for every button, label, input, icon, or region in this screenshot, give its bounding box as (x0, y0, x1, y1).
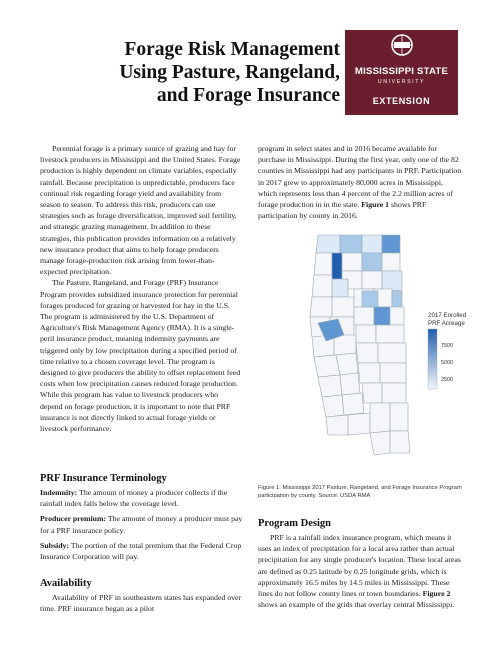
term-subsidy (40, 540, 245, 562)
term-text: The amount of money a producer must pay for a PRF insurance policy. (40, 514, 243, 535)
figure-reference: Figure 1 (361, 200, 390, 210)
legend-title: 2017 Enrolled (428, 312, 467, 319)
term-indemnity (40, 487, 245, 509)
term-text: The portion of the total premium that the Federal Crop Insurance Corporation will pay. (40, 540, 242, 562)
county (332, 279, 348, 297)
logo-university: UNIVERSITY (377, 79, 426, 85)
county (326, 415, 348, 435)
county (370, 403, 390, 433)
county (340, 373, 360, 395)
county (362, 271, 382, 289)
county (314, 355, 340, 377)
prf-program-paragraph: The Pasture, Rangeland, and Forage (PRF) Insurance Program provides subsidized insurance protection for perennial forages produced for grazing or harvested for hay in the U.S. The program is administered by the U.S. Department of Agriculture's Risk Management Agency (RMA). It is a single-peril insurance product, meaning indemnity payments are triggered only by low precipitation during a specified period of time relative to a chosen coverage level. The program is designed to give producers the ability to offset replacement feed costs when low precipitation causes reduced forage production. While this program has value to livestock producers who depend on forage production, it is important to note that PRF insurance is not directly linked to actual forage yields or livestock performance. (40, 278, 241, 434)
county (382, 383, 406, 403)
figure-1-caption: Figure 1. Mississippi 2017 Pasture, Rangeland, and Forage Insurance Program participation by county. Source: USDA RMA (258, 485, 462, 499)
availability-continued-paragraph (258, 143, 463, 221)
county (316, 235, 340, 253)
paragraph-text: program in select states and in 2016 became available for purchase in Mississippi. During the first year, only one of the 82 counties in Mississippi had any participants in PRF. Participation in 2017 grew to approximately 80,000 acres in Mississippi, which represents less than 4 percent of the 2.2 million acres of forage production in in the state. (258, 144, 462, 210)
intro-column (40, 143, 242, 434)
county (380, 363, 406, 383)
legend-colorbar (428, 329, 437, 389)
county (390, 307, 404, 325)
county (362, 235, 382, 253)
county (370, 431, 390, 455)
county (322, 395, 344, 417)
county (332, 253, 342, 279)
term-label: Producer premium: (40, 514, 107, 524)
county (362, 383, 382, 403)
legend-title: PRF Acreage (428, 320, 465, 327)
county (390, 431, 410, 453)
availability-continued (258, 143, 463, 221)
county-highlight (362, 291, 378, 307)
logo-name: MISSISSIPPI STATE (354, 66, 449, 77)
county (318, 375, 342, 397)
title-line: Using Pasture, Rangeland, (119, 62, 340, 83)
term-text: The amount of money a producer collects if the rainfall index falls below the coverage level. (40, 488, 228, 509)
county (340, 235, 362, 253)
county (356, 325, 376, 343)
county (382, 271, 402, 291)
county (382, 235, 400, 253)
county (310, 297, 332, 317)
availability-heading: Availability (40, 578, 92, 589)
county (312, 275, 332, 297)
legend-tick: 2500 (441, 377, 453, 383)
county (342, 393, 364, 415)
term-label: Indemnity: (40, 488, 78, 497)
county (390, 403, 408, 431)
title-line: and Forage Insurance (156, 85, 340, 106)
legend-tick: 5000 (441, 360, 453, 366)
county (374, 307, 390, 325)
paragraph-text: PRF is a rainfall index insurance program, which means it uses an index of precipitation for a local area rather than actual precipitation for any single producer's location. These local areas are defined as 0.25 latitude by 0.25 longitude grids, which is approximately 16.5 miles by 14.5 miles in Mississippi. These lines do not follow county lines or town boundaries. (258, 533, 461, 599)
terminology-heading: PRF Insurance Terminology (40, 473, 167, 484)
page-title (40, 38, 340, 107)
program-design-paragraph (258, 532, 463, 610)
paragraph-text: shows an example of the grids that overlay central Mississippi. (258, 600, 455, 610)
figure-reference: Figure 2 (422, 589, 451, 599)
program-design-section (258, 532, 463, 610)
term-producer-premium (40, 513, 245, 535)
county (342, 253, 362, 271)
intro-paragraph: Perennial forage is a primary source of grazing and hay for livestock producers in Mississippi and the United States. Forage production is highly dependent on climate variables, especially rainfall. Because precipitation is unpredictable, producers face continual risk regarding forage yield and availability from season to season. To address this risk, producers can use strategies such as forage diversification, improved soil fertility, and strategic grazing management. In addition to these strategies, this publication provides information on a relatively new insurance product that aims to help forage producers manage forage-production risk arising from lower-than-expected precipitation. (40, 144, 241, 277)
county (334, 335, 356, 355)
county (354, 307, 374, 325)
county (358, 363, 380, 383)
term-label: Subsidy: (40, 540, 70, 550)
county (376, 325, 404, 343)
mississippi-county-map (278, 231, 476, 469)
legend-tick: 7500 (441, 343, 453, 349)
paragraph-text: shows PRF participation by county in 2016. (258, 200, 427, 221)
county (348, 413, 370, 435)
logo-extension: EXTENSION (372, 96, 431, 106)
county (332, 297, 354, 317)
county (392, 291, 402, 307)
county (314, 253, 332, 275)
seal-icon (391, 34, 413, 56)
title-line: Forage Risk Management (124, 39, 340, 60)
availability-paragraph: Availability of PRF in southeastern states has expanded over time. PRF insurance began as a pilot (40, 593, 242, 614)
terminology-list (40, 487, 245, 562)
county (336, 353, 358, 375)
county (356, 343, 378, 363)
county (362, 253, 382, 271)
county (382, 253, 400, 271)
msu-extension-logo (345, 30, 458, 115)
availability-section (40, 592, 242, 614)
county (378, 343, 406, 363)
program-design-heading: Program Design (258, 518, 332, 529)
